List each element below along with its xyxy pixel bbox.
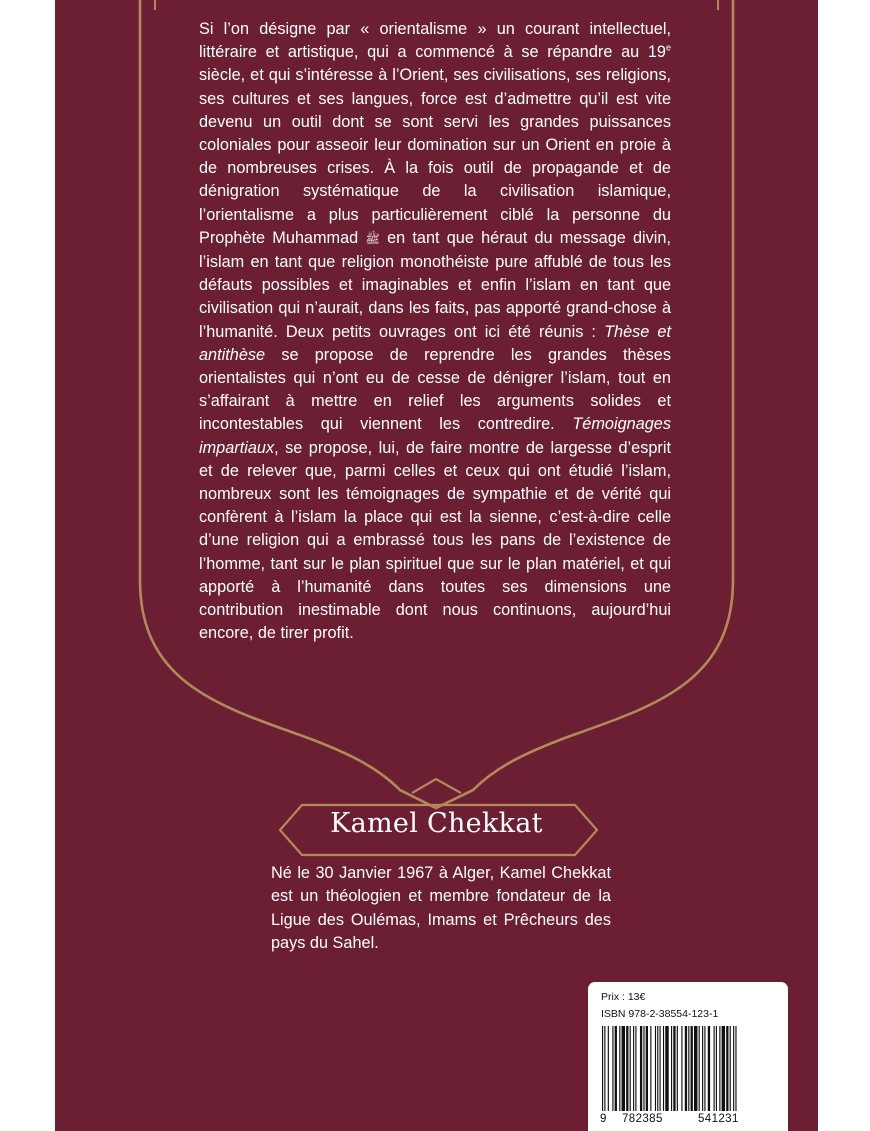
barcode [600, 1026, 776, 1111]
barcode-bar [714, 1026, 715, 1111]
barcode-bar [633, 1026, 634, 1111]
barcode-bar [608, 1026, 609, 1111]
barcode-bar [735, 1026, 736, 1111]
barcode-bar [660, 1026, 661, 1111]
barcode-bar [733, 1026, 734, 1111]
barcode-bar [655, 1026, 656, 1111]
barcode-bar [691, 1026, 693, 1111]
blurb-text-5: , se propose, lui, de faire montre de largesse d’esprit et de relever que, parmi celles et ceux qui ont étudié l’islam, nombreux sont les témoignages de sympathie et de vérité qui confèrent à l’islam la place qui est la sienne, c’est-à-dire celle d’une religion qui a embrassé tous les pans de l’existence de l’homme, tant sur le plan spirituel que sur le plan matériel, et qui apporté à l’humanité dans toutes ses dimensions une contribution inestimable dont nous continuons, aujourd’hui encore, de tirer profit. [199, 438, 671, 643]
barcode-bar [665, 1026, 668, 1111]
blurb-superscript: e [665, 42, 671, 53]
barcode-bar [685, 1026, 687, 1111]
barcode-bar [722, 1026, 725, 1111]
author-name: Kamel Chekkat [330, 808, 543, 839]
barcode-digit-lead: 9 [600, 1113, 607, 1125]
barcode-bar [643, 1026, 644, 1111]
back-cover [55, 0, 818, 1131]
barcode-bar [612, 1026, 613, 1111]
barcode-bar [730, 1026, 731, 1111]
barcode-bar [619, 1026, 620, 1111]
barcode-bar [716, 1026, 717, 1111]
book-title-temoignages: Témoignages impartiaux [199, 415, 671, 457]
barcode-bar [702, 1026, 703, 1111]
barcode-bar [663, 1026, 664, 1111]
barcode-bar [635, 1026, 636, 1111]
barcode-bar [704, 1026, 705, 1111]
barcode-bar [602, 1026, 603, 1111]
blurb-text-3: en tant que héraut du message divin, l’islam en tant que religion monothéiste pure affublé de tous les défauts possibles et imaginables et enfin l’islam en tant que civilisation qui n’aurait, dans les faits, pas apporté grand-chose à l’humanité. Deux petits ouvrages ont ici été réunis : [199, 228, 671, 341]
price-text: Prix : 13€ [601, 991, 646, 1003]
barcode-bar [604, 1026, 605, 1111]
barcode-bar [699, 1026, 700, 1111]
barcode-bar [615, 1026, 617, 1111]
barcode-bar [671, 1026, 672, 1111]
barcode-digits-left: 782385 [622, 1113, 663, 1125]
barcode-bar [673, 1026, 675, 1111]
barcode-bar [650, 1026, 651, 1111]
barcode-bar [726, 1026, 728, 1111]
barcode-bar [640, 1026, 642, 1111]
blurb-text-4: se propose de reprendre les grandes thèses orientalistes qui n’ont eu de cesse de dénigrer l’islam, tout en s’affairant à mettre en relief les arguments solides et incontestables qui viennent les contredire. [199, 345, 671, 434]
blurb-text-2: siècle, et qui s’intéresse à l’Orient, ses civilisations, ses religions, ses cultures et ses langues, force est d’admettre qu’il est vite devenu un outil dont se sont servi les grandes puissances coloniales pour asseoir leur domination sur un Orient en proie à de nombreuses crises. À la fois outil de propagande et de dénigration systématique de la civilisation islamique, l’orientalisme a plus particulièrement ciblé la personne du Prophète Muhammad [199, 66, 671, 247]
barcode-bar [630, 1026, 631, 1111]
back-cover-blurb [199, 18, 671, 645]
barcode-bar [719, 1026, 720, 1111]
price-isbn-label [588, 982, 788, 1131]
barcode-bar [622, 1026, 625, 1111]
barcode-digits-right: 541231 [698, 1113, 739, 1125]
honorific-symbol: ﷺ [365, 231, 380, 246]
barcode-bar [626, 1026, 628, 1111]
blurb-text-1: Si l’on désigne par « orientalisme » un courant intellectuel, littéraire et artistique, qui a commencé à se répandre au 19 [199, 20, 671, 62]
barcode-bar [681, 1026, 682, 1111]
barcode-bar [688, 1026, 689, 1111]
author-bio: Né le 30 Janvier 1967 à Alger, Kamel Chekkat est un théologien et membre fondateur de la Ligue des Oulémas, Imams et Prêcheurs des pays du Sahel. [271, 864, 611, 953]
barcode-bar [657, 1026, 658, 1111]
book-title-these: Thèse et antithèse [199, 322, 671, 364]
barcode-bar [708, 1026, 710, 1111]
isbn-text: ISBN 978-2-38554-123-1 [601, 1008, 719, 1020]
barcode-bar [646, 1026, 648, 1111]
barcode-bar [694, 1026, 697, 1111]
barcode-bar [677, 1026, 678, 1111]
